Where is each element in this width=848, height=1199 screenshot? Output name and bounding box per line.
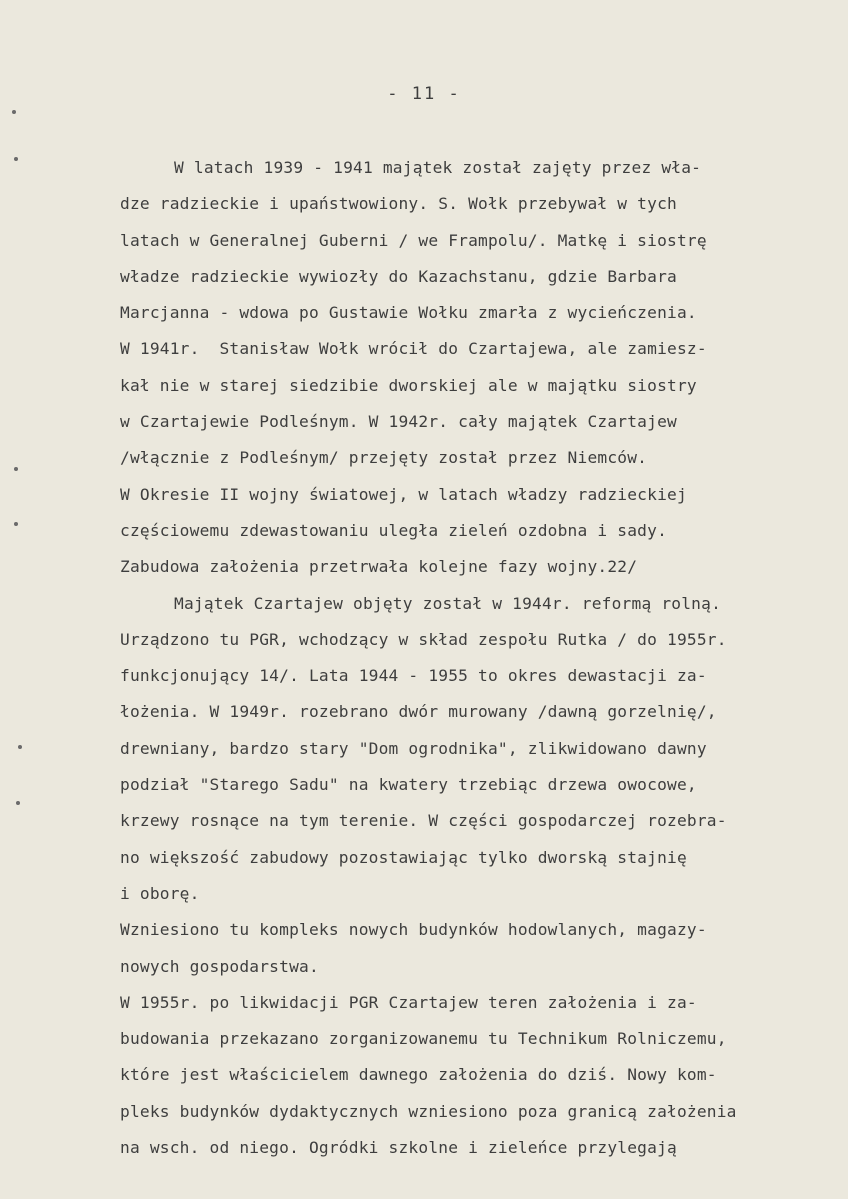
- text-line: drewniany, bardzo stary "Dom ogrodnika", zlikwidowano dawny: [120, 738, 707, 758]
- text-line: podział "Starego Sadu" na kwatery trzebiąc drzewa owocowe,: [120, 775, 697, 795]
- text-line: pleks budynków dydaktycznych wzniesiono poza granicą założenia: [120, 1101, 737, 1121]
- text-line: nowych gospodarstwa.: [120, 956, 319, 976]
- text-line: /włącznie z Podleśnym/ przejęty został przez Niemców.: [120, 448, 648, 468]
- text-line: na wsch. od niego. Ogródki szkolne i zieleńce przylegają: [120, 1138, 677, 1158]
- text-line: w Czartajewie Podleśnym. W 1942r. cały majątek Czartajew: [120, 412, 677, 432]
- margin-dot: [18, 745, 22, 749]
- text-line: funkcjonujący 14/. Lata 1944 - 1955 to okres dewastacji za-: [120, 666, 707, 686]
- margin-dot: [12, 110, 16, 114]
- text-line: krzewy rosnące na tym terenie. W części gospodarczej rozebra-: [120, 811, 727, 831]
- text-line: częściowemu zdewastowaniu uległa zieleń ozdobna i sady.: [120, 520, 668, 540]
- text-line: władze radzieckie wywiozły do Kazachstanu, gdzie Barbara: [120, 266, 677, 286]
- margin-dot: [14, 522, 18, 526]
- text-line: Majątek Czartajew objęty został w 1944r. reformą rolną.: [174, 593, 722, 613]
- text-line: W latach 1939 - 1941 majątek został zajęty przez wła-: [174, 158, 702, 177]
- text-line: Zabudowa założenia przetrwała kolejne fazy wojny.22/: [120, 557, 638, 577]
- text-line: W 1955r. po likwidacji PGR Czartajew teren założenia i za-: [120, 992, 697, 1012]
- margin-dot: [14, 467, 18, 471]
- text-line: W Okresie II wojny światowej, w latach władzy radzieckiej: [120, 484, 687, 504]
- text-line: dze radzieckie i upaństwowiony. S. Wołk przebywał w tych: [120, 194, 677, 214]
- text-line: latach w Generalnej Guberni / we Frampolu/. Matkę i siostrę: [120, 230, 707, 250]
- text-line: no większość zabudowy pozostawiając tylko dworską stajnię: [120, 847, 687, 867]
- text-line: kał nie w starej siedzibie dworskiej ale w majątku siostry: [120, 375, 697, 395]
- text-line: łożenia. W 1949r. rozebrano dwór murowany /dawną gorzelnię/,: [120, 702, 717, 722]
- text-line: i oborę.: [120, 883, 200, 903]
- text-line: budowania przekazano zorganizowanemu tu Technikum Rolniczemu,: [120, 1029, 727, 1049]
- body-text: [120, 150, 800, 1166]
- margin-dot: [14, 157, 18, 161]
- text-line: Marcjanna - wdowa po Gustawie Wołku zmarła z wycieńczenia.: [120, 303, 697, 323]
- page-number: - 11 -: [387, 84, 461, 104]
- text-line: W 1941r. Stanisław Wołk wrócił do Czartajewa, ale zamiesz-: [120, 339, 707, 359]
- text-line: Wzniesiono tu kompleks nowych budynków hodowlanych, magazy-: [120, 920, 707, 940]
- text-line: które jest właścicielem dawnego założenia do dziś. Nowy kom-: [120, 1065, 717, 1085]
- text-line: Urządzono tu PGR, wchodzący w skład zespołu Rutka / do 1955r.: [120, 629, 727, 649]
- margin-dot: [16, 801, 20, 805]
